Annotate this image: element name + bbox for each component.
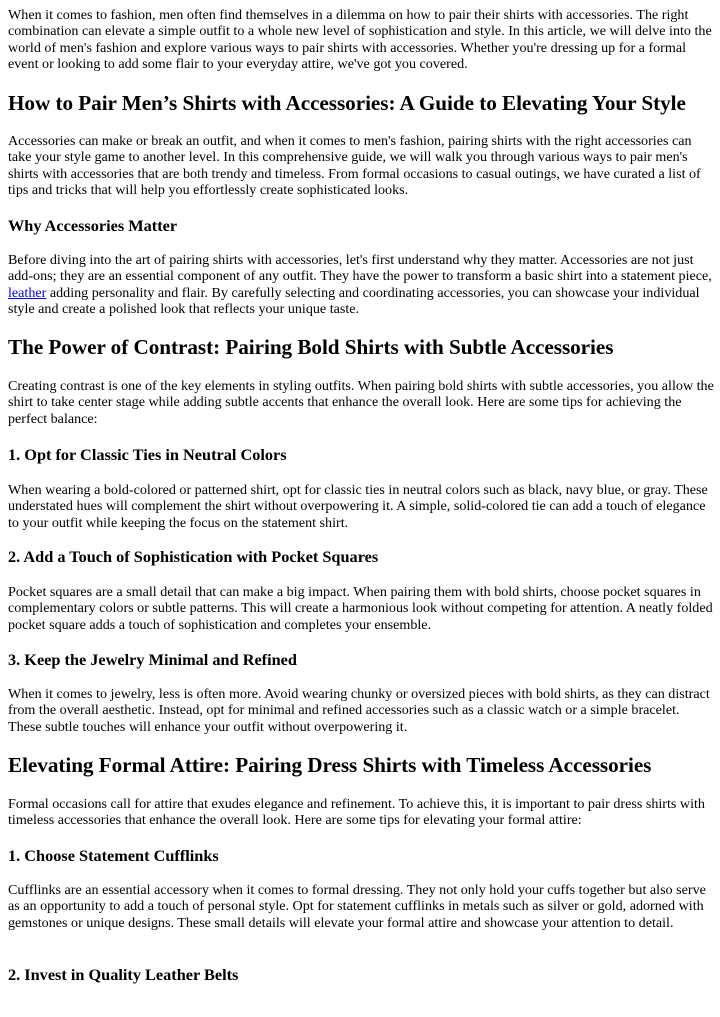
section-heading-contrast: The Power of Contrast: Pairing Bold Shirts with Subtle Accessories (8, 335, 614, 359)
tip-heading: 2. Invest in Quality Leather Belts (8, 965, 239, 984)
why-text-after: adding personality and flair. By carefully selecting and coordinating accessories, you can showcase your individual style and create a polished look that reflects your unique taste. (8, 284, 700, 317)
why-text-before: Before diving into the art of pairing shirts with accessories, let's first understand why they matter. Accessories are not just add-ons; they are an essential component of any outfit. They have the power to transform a basic shirt into a statement piece, (8, 252, 712, 285)
tip-paragraph: Pocket squares are a small detail that can make a big impact. When pairing them with bold shirts, choose pocket squares in complementary colors or subtle patterns. This will create a harmonious look without competing for attention. A neatly folded pocket square adds a touch of sophistication and completes your ensemble. (8, 584, 713, 633)
contrast-intro: Creating contrast is one of the key elements in styling outfits. When pairing bold shirts with subtle accessories, you allow the shirt to take center stage while adding subtle accents that enhance the overall look. Here are some tips for achieving the perfect balance: (8, 378, 714, 427)
why-paragraph (8, 252, 714, 317)
section-heading-why: Why Accessories Matter (8, 216, 178, 235)
leather-link[interactable]: leather (8, 284, 47, 301)
tip-paragraph: When wearing a bold-colored or patterned shirt, opt for classic ties in neutral colors such as black, navy blue, or gray. These understated hues will complement the shirt without overpowering it. A simple, solid-colored tie can add a touch of elegance to your outfit while keeping the focus on the statement shirt. (8, 482, 708, 531)
intro-paragraph: When it comes to fashion, men often find themselves in a dilemma on how to pair their shirts with accessories. The right combination can elevate a simple outfit to a whole new level of sophistication and style. In this article, we will delve into the world of men's fashion and explore various ways to pair shirts with accessories. Whether you're dressing up for a formal event or looking to add some flair to your everyday attire, we've got you covered. (8, 7, 712, 72)
tip-heading: 1. Opt for Classic Ties in Neutral Colors (8, 445, 287, 464)
formal-intro: Formal occasions call for attire that exudes elegance and refinement. To achieve this, it is important to pair dress shirts with timeless accessories that enhance the overall look. Here are some tips for elevating your formal attire: (8, 796, 705, 829)
tip-paragraph: When it comes to jewelry, less is often more. Avoid wearing chunky or oversized pieces with bold shirts, as they can distract from the overall aesthetic. Instead, opt for minimal and refined accessories such as a classic watch or a simple bracelet. These subtle touches will enhance your outfit without overpowering it. (8, 686, 710, 735)
title-paragraph: Accessories can make or break an outfit, and when it comes to men's fashion, pairing shirts with the right accessories can take your style game to another level. In this comprehensive guide, we will walk you through various ways to pair men's shirts with accessories that are both trendy and timeless. From formal occasions to casual outings, we have curated a list of tips and tricks that will help you effortlessly create sophisticated looks. (8, 133, 701, 198)
tip-heading: 1. Choose Statement Cufflinks (8, 846, 219, 865)
tip-paragraph: Cufflinks are an essential accessory when it comes to formal dressing. They not only hold your cuffs together but also serve as an opportunity to add a touch of personal style. Opt for statement cufflinks in metals such as silver or gold, adorned with gemstones or unique designs. These small details will elevate your formal attire and showcase your attention to detail. (8, 882, 706, 931)
section-heading-formal: Elevating Formal Attire: Pairing Dress Shirts with Timeless Accessories (8, 753, 652, 777)
page-title: How to Pair Men’s Shirts with Accessories: A Guide to Elevating Your Style (8, 91, 686, 115)
tip-heading: 3. Keep the Jewelry Minimal and Refined (8, 650, 297, 669)
tip-heading: 2. Add a Touch of Sophistication with Pocket Squares (8, 547, 379, 566)
